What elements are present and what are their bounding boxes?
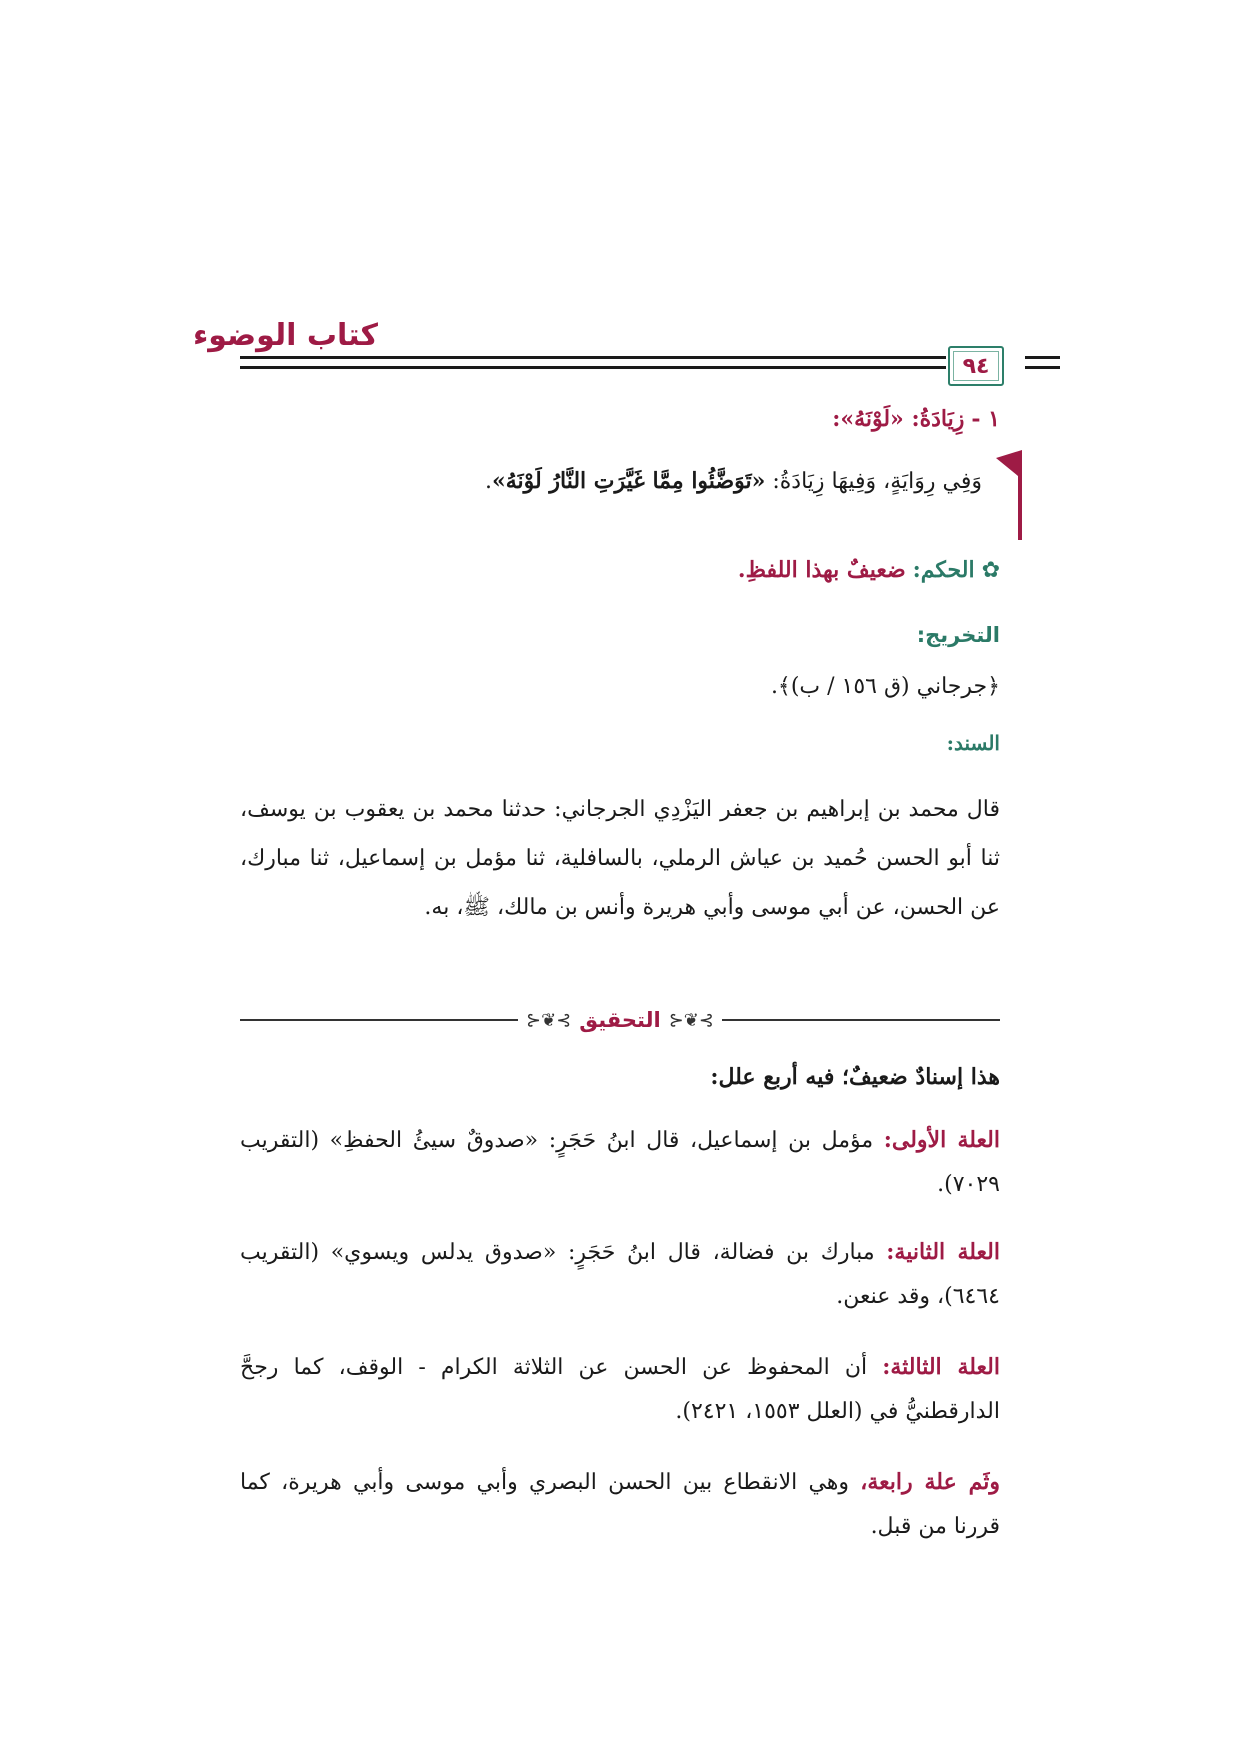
header-rule-left-top	[1025, 356, 1060, 359]
hukm-line	[240, 555, 1000, 586]
entry-heading	[240, 404, 1000, 435]
riwaya-text	[222, 466, 1000, 497]
scroll-ornament-icon: ⊱❦⊰	[526, 1009, 572, 1031]
scroll-ornament-icon: ⊱❦⊰	[668, 1009, 714, 1031]
page-number-badge	[948, 346, 1004, 386]
illa-text: وهي الانقطاع بين الحسن البصري وأبي موسى وأبي هريرة، كما قررنا من قبل.	[240, 1470, 1000, 1539]
sanad-paragraph: قال محمد بن إبراهيم بن جعفر اليَزْدِي الجرجاني: حدثنا محمد بن يعقوب بن يوسف، ثنا أبو الحسن حُميد بن عياش الرملي، بالسافلية، ثنا مؤمل بن إسماعيل، ثنا مبارك، عن الحسن، عن أبي موسى وأبي هريرة وأنس بن مالك، ﷺ، به.	[240, 797, 1000, 920]
entry-heading-number: ١ -	[971, 406, 1000, 432]
divider-line-left	[240, 1019, 518, 1021]
isnad-summary: هذا إسنادٌ ضعيفٌ؛ فيه أربع علل:	[710, 1064, 1000, 1090]
hukm-value: ضعيفٌ بهذا اللفظِ.	[737, 557, 906, 583]
illa-paragraph	[240, 1460, 1000, 1549]
illa-label: العلة الثانية:	[886, 1239, 1000, 1265]
illa-label: العلة الأولى:	[883, 1127, 1000, 1153]
hukm-label: الحكم:	[912, 557, 975, 583]
sanad-heading: السند:	[946, 731, 1000, 755]
divider-line-right	[722, 1019, 1000, 1021]
riwaya-suffix: .	[484, 469, 492, 494]
flower-ornament-icon: ✿	[981, 558, 1000, 583]
book-title: كتاب الوضوء	[192, 318, 378, 353]
riwaya-prefix: وَفِي رِوَايَةٍ، وَفِيهَا زِيَادَةُ:	[765, 469, 982, 494]
illa-label: وثَم علة رابعة،	[860, 1469, 1000, 1495]
header-rule-left-bottom	[1025, 366, 1060, 369]
takhrij-heading: التخريج:	[916, 623, 1000, 647]
illa-paragraph	[240, 1230, 1000, 1319]
illa-label: العلة الثالثة:	[882, 1354, 1000, 1380]
illa-paragraph	[240, 1345, 1000, 1434]
illa-text: مؤمل بن إسماعيل، قال ابنُ حَجَرٍ: «صدوقٌ سيئُ الحفظِ» (التقريب ٧٠٢٩).	[240, 1128, 1000, 1197]
tahqiq-divider	[240, 1005, 1000, 1035]
illa-paragraph	[240, 1118, 1000, 1207]
riwaya-quote: «تَوَضَّئُوا مِمَّا غَيَّرَتِ النَّارُ لَوْنَهُ»	[491, 468, 766, 494]
illa-text: أن المحفوظ عن الحسن عن الثلاثة الكرام - الوقف، كما رجحَّ الدارقطنيُّ في (العلل ١٥٥٣، ٢٤٢١).	[240, 1355, 1000, 1424]
page-number: ٩٤	[962, 353, 990, 379]
source-reference: ﴿جرجاني (ق ١٥٦ / ب)﴾.	[770, 674, 1000, 699]
tahqiq-label: التحقيق	[579, 1008, 661, 1032]
header-rule-right-top	[240, 356, 946, 359]
entry-heading-title: زِيَادَةُ: «لَوْنَهُ»:	[832, 406, 965, 432]
header-rule-right-bottom	[240, 366, 946, 369]
illa-text: مبارك بن فضالة، قال ابنُ حَجَرٍ: «صدوق يدلس ويسوي» (التقريب ٦٤٦٤)، وقد عنعن.	[240, 1240, 1000, 1309]
